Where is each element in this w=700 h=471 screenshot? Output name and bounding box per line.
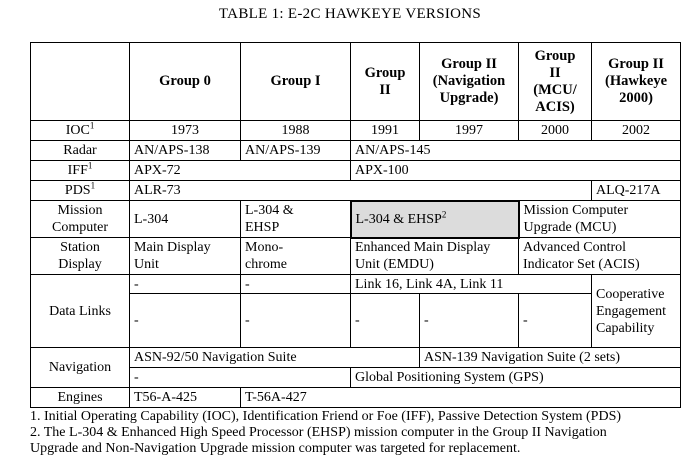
mission-computer-row xyxy=(31,201,681,238)
header-group-2-hawkeye-2000 xyxy=(592,43,681,121)
datalinks-r2-group-2-navigation: - xyxy=(420,294,519,348)
header-line: (Navigation xyxy=(432,73,506,89)
station-group-1: Mono- chrome xyxy=(241,238,351,275)
radar-group-0: AN/APS-138 xyxy=(130,141,241,161)
datalinks-group-1: - xyxy=(241,275,351,294)
ioc-row xyxy=(31,121,681,141)
header-empty xyxy=(31,43,130,121)
header-line: Upgrade) xyxy=(439,90,499,106)
footnotes xyxy=(30,409,700,457)
header-group-2-line: Group xyxy=(364,64,406,81)
datalinks-r2-group-0: - xyxy=(130,294,241,348)
ioc-group-2-navigation: 1997 xyxy=(420,121,519,141)
pds-row xyxy=(31,181,681,201)
header-group-0: Group 0 xyxy=(130,43,241,121)
header-group-2-navigation xyxy=(420,43,519,121)
header-line: 2000) xyxy=(619,90,653,106)
ioc-group-1: 1988 xyxy=(241,121,351,141)
navigation-asn-139: ASN-139 Navigation Suite (2 sets) xyxy=(420,348,681,368)
footnote-2-continued: Upgrade and Non-Navigation Upgrade mission computer was targeted for replacement. xyxy=(30,441,521,456)
row-label-mission-computer: Mission Computer xyxy=(31,201,130,238)
data-links-row-1 xyxy=(31,275,681,294)
mission-group-1: L-304 & EHSP xyxy=(241,201,351,238)
datalinks-hawkeye-2000: Cooperative Engagement Capability xyxy=(592,275,681,348)
radar-row xyxy=(31,141,681,161)
station-group-0: Main Display Unit xyxy=(130,238,241,275)
header-line: (MCU/ xyxy=(533,81,577,98)
navigation-gps-none: - xyxy=(130,368,351,388)
station-display-row xyxy=(31,238,681,275)
iff-group-0-1: APX-72 xyxy=(130,161,351,181)
header-group-2-mcu-acis xyxy=(519,43,592,121)
ioc-hawkeye-2000: 2002 xyxy=(592,121,681,141)
header-line: Group II xyxy=(441,56,497,72)
ioc-group-2-mcu: 2000 xyxy=(519,121,592,141)
iff-row xyxy=(31,161,681,181)
navigation-gps: Global Positioning System (GPS) xyxy=(351,368,681,388)
datalinks-r2-group-1: - xyxy=(241,294,351,348)
datalinks-group-0: - xyxy=(130,275,241,294)
table-caption: TABLE 1: E-2C HAWKEYE VERSIONS xyxy=(218,6,482,22)
mission-group-2-highlighted: L-304 & EHSP$^2$ xyxy=(351,201,519,238)
header-row xyxy=(31,43,681,121)
row-label-ioc: IOC$^1$ xyxy=(31,121,130,141)
ioc-group-2: 1991 xyxy=(351,121,420,141)
header-line: ACIS) xyxy=(535,98,575,115)
navigation-row-1 xyxy=(31,348,681,368)
header-line: Group II xyxy=(608,56,664,72)
row-label-iff: IFF$^1$ xyxy=(31,161,130,181)
header-line: Group xyxy=(534,47,576,64)
ioc-group-0: 1973 xyxy=(130,121,241,141)
engines-group-0: T56-A-425 xyxy=(130,388,241,408)
row-label-data-links: Data Links xyxy=(31,275,130,348)
header-group-1: Group I xyxy=(241,43,351,121)
row-label-navigation: Navigation xyxy=(31,348,130,388)
mission-mcu: Mission Computer Upgrade (MCU) xyxy=(519,201,681,238)
datalinks-r2-group-2-mcu: - xyxy=(519,294,592,348)
datalinks-group-2-links: Link 16, Link 4A, Link 11 xyxy=(351,275,592,294)
footnote-2: 2. The L-304 & Enhanced High Speed Processor (EHSP) mission computer in the Group II Navigation xyxy=(30,425,607,440)
mission-group-0: L-304 xyxy=(130,201,241,238)
hawkeye-versions-table xyxy=(30,42,681,408)
navigation-asn-92: ASN-92/50 Navigation Suite xyxy=(130,348,420,368)
station-group-2: Enhanced Main Display Unit (EMDU) xyxy=(351,238,519,275)
station-acis: Advanced Control Indicator Set (ACIS) xyxy=(519,238,681,275)
row-label-radar: Radar xyxy=(31,141,130,161)
radar-group-1: AN/APS-139 xyxy=(241,141,351,161)
header-group-2 xyxy=(351,43,420,121)
row-label-station-display: Station Display xyxy=(31,238,130,275)
header-line: II xyxy=(549,64,561,81)
pds-hawkeye-2000: ALQ-217A xyxy=(592,181,681,201)
header-line: (Hawkeye xyxy=(604,73,667,89)
footnote-1: 1. Initial Operating Capability (IOC), Identification Friend or Foe (IFF), Passive Detection System (PDS) xyxy=(30,409,622,424)
engines-group-1-plus: T-56A-427 xyxy=(241,388,681,408)
datalinks-r2-group-2: - xyxy=(351,294,420,348)
iff-group-2-plus: APX-100 xyxy=(351,161,681,181)
engines-row xyxy=(31,388,681,408)
row-label-engines: Engines xyxy=(31,388,130,408)
row-label-pds: PDS$^1$ xyxy=(31,181,130,201)
pds-group-0-to-mcu: ALR-73 xyxy=(130,181,592,201)
header-group-2-line: II xyxy=(379,81,391,98)
radar-group-2-plus: AN/APS-145 xyxy=(351,141,681,161)
